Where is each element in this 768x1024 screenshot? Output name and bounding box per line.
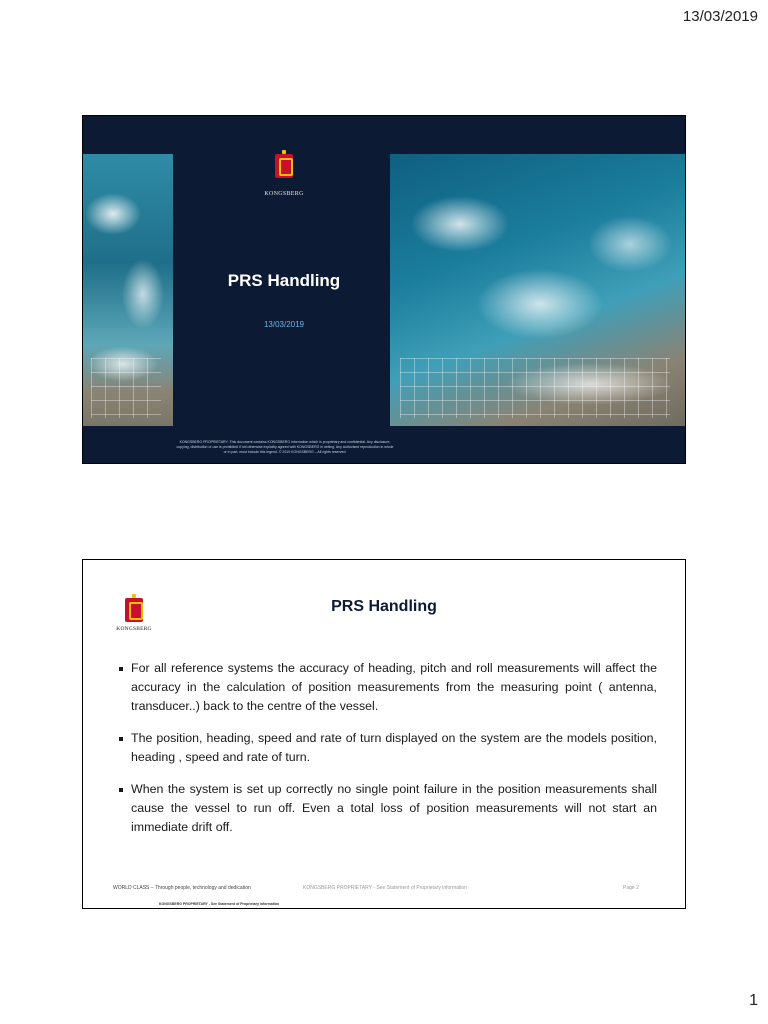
footer-proprietary-note: KONGSBERG PROPRIETARY - See Statement of Proprietary information — [159, 902, 280, 906]
ocean-image-right — [390, 154, 686, 426]
header-date: 13/03/2019 — [682, 8, 758, 25]
bullet-item: For all reference systems the accuracy of heading, pitch and roll measurements will affect the accuracy in the calculation of position measurements from the measuring point ( antenna, transducer..) back to the centre of the vessel. — [119, 659, 657, 716]
content-slide — [82, 559, 686, 909]
footer-proprietary: KONGSBERG PROPRIETARY - See Statement of Proprietary information — [303, 885, 467, 891]
slide-title: PRS Handling — [227, 271, 341, 290]
brand-name: KONGSBERG — [116, 626, 152, 632]
proprietary-disclaimer: KONGSBERG PROPRIETARY: This document contains KONGSBERG information which is proprietary and confidential. Any disclosure, copying, distribution or use is prohibited if not otherwise explicitly agreed with KONGSBERG in writing. Any authorised reproduction in whole or in part, must include this legend. © 2019 KONGSBERG – All rights reserved. — [176, 440, 394, 454]
brand-name: KONGSBERG — [264, 191, 304, 197]
page-number: 1 — [749, 992, 758, 1009]
title-slide — [82, 115, 686, 464]
kongsberg-logo-icon — [125, 598, 143, 622]
bullet-list — [119, 659, 657, 850]
grid-pattern — [400, 358, 670, 418]
footer-tagline: WORLD CLASS – Through people, technology and dedication — [113, 885, 251, 891]
ocean-image-left — [83, 154, 173, 426]
kongsberg-logo-icon — [275, 154, 293, 178]
slide-title: PRS Handling — [331, 598, 437, 615]
bullet-item: The position, heading, speed and rate of turn displayed on the system are the models position, heading , speed and rate of turn. — [119, 729, 657, 767]
bullet-item: When the system is set up correctly no single point failure in the position measurements shall cause the vessel to run off. Even a total loss of position measurements will not start an immediate drift off. — [119, 780, 657, 837]
grid-pattern — [91, 358, 161, 418]
slide-date: 13/03/2019 — [263, 320, 305, 329]
footer-page-number: Page 2 — [623, 885, 639, 891]
